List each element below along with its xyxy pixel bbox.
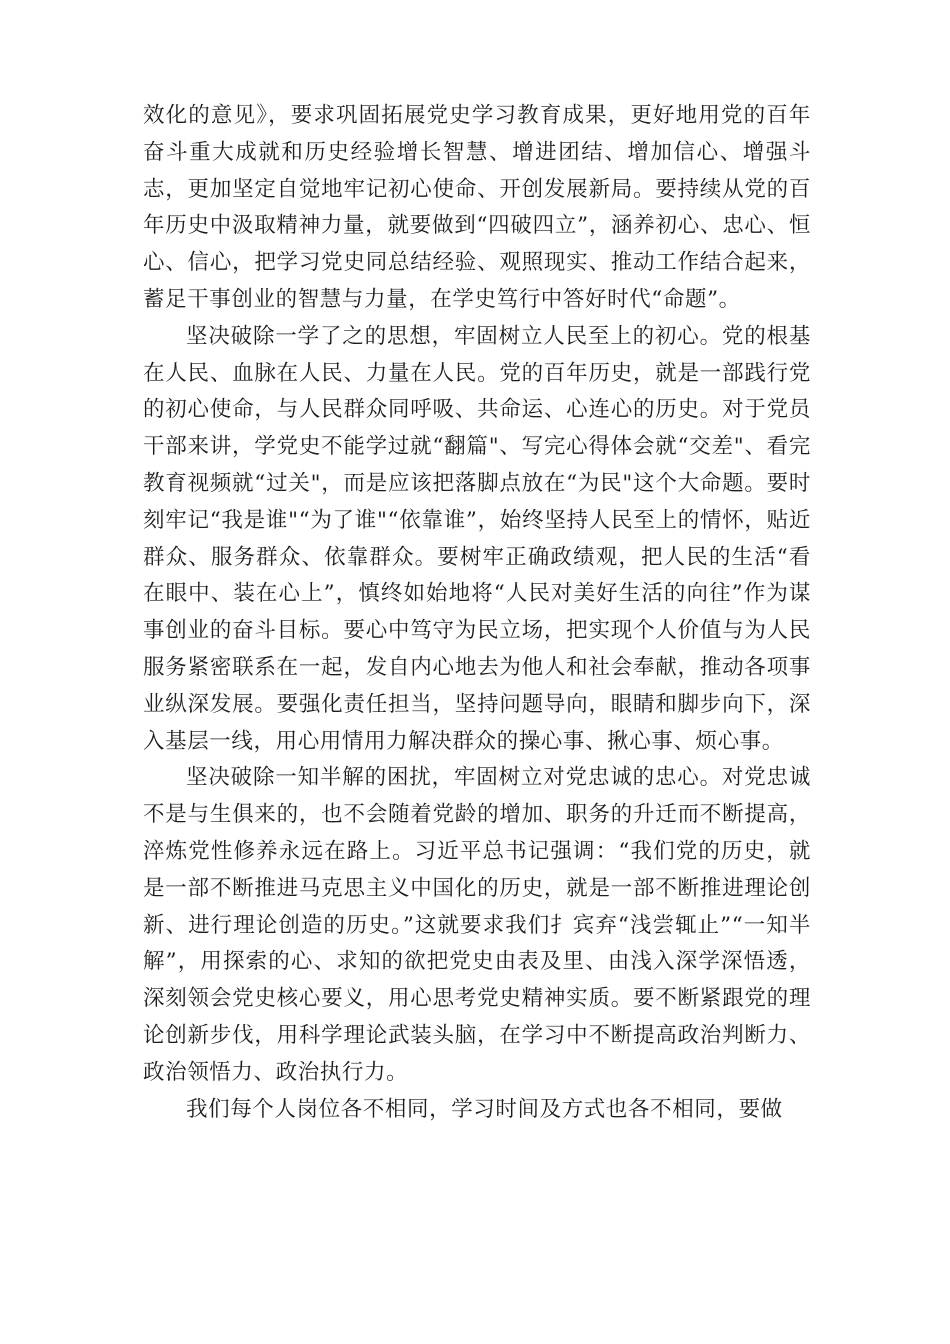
paragraph-4: 我们每个人岗位各不相同，学习时间及方式也各不相同，要做 [186,1096,783,1122]
paragraph-2: 坚决破除一学了之的思想，牢固树立人民至上的初心。党的根基在人民、血脉在人民、力量在人民。党的百年历史，就是一部践行党的初心使命，与人民群众同呼吸、共命运、心连心的历史。对于党员干部来讲，学党史不能学过就“翻篇"、写完心得体会就“交差"、看完教育视频就“过关"，而是应该把落脚点放在“为民"这个大命题。要时刻牢记“我是谁"“为了谁"“依靠谁”，始终坚持人民至上的情怀，贴近群众、服务群众、依靠群众。要树牢正确政绩观，把人民的生活“看在眼中、装在心上”，慎终如始地将“人民对美好生活的向往”作为谋事创业的奋斗目标。要心中笃守为民立场，把实现个人价值与为人民服务紧密联系在一起，发自内心地去为他人和社会奉献，推动各项事业纵深发展。要强化责任担当，坚持问题导向，眼睛和脚步向下，深入基层一线，用心用情用力解决群众的操心事、揪心事、烦心事。 [143,323,811,754]
paragraph-3: 坚决破除一知半解的困扰，牢固树立对党忠诚的忠心。对党忠诚不是与生俱来的，也不会随着党龄的增加、职务的升迁而不断提高，淬炼党性修养永远在路上。习近平总书记强调：“我们党的历史，就是一部不断推进马克思主义中国化的历史，就是一部不断推进理论创新、进行理论创造的历史。”这就要求我们扌宾弃“浅尝辄止”“一知半解”，用探索的心、求知的欲把党史由表及里、由浅入深学深悟透，深刻领会党史核心要义，用心思考党史精神实质。要不断紧跟党的理论创新步伐，用科学理论武装头脑，在学习中不断提高政治判断力、政治领悟力、政治执行力。 [143,765,811,1085]
document-body [143,98,811,1128]
paragraph-1: 效化的意见》，要求巩固拓展党史学习教育成果，更好地用党的百年奋斗重大成就和历史经验增长智慧、增进团结、增加信心、增强斗志，更加坚定自觉地牢记初心使命、开创发展新局。要持续从党的百年历史中汲取精神力量，就要做到“四破四立”，涵养初心、忠心、恒心、信心，把学习党史同总结经验、观照现实、推动工作结合起来，蓄足干事创业的智慧与力量，在学史笃行中答好时代“命题”。 [143,103,811,312]
